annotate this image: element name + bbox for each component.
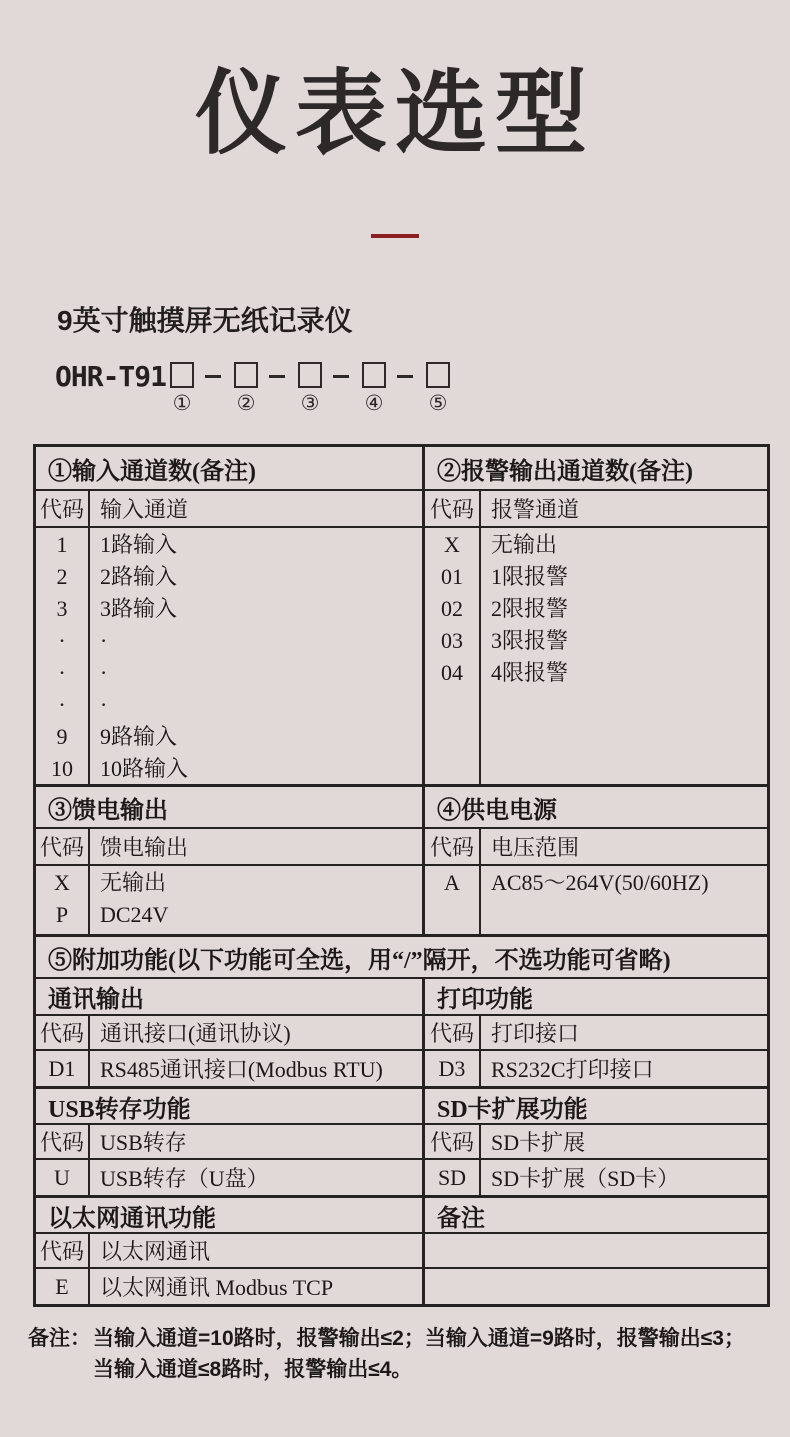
ethernet-value-row <box>36 1267 767 1304</box>
input-alarm-subheader-row <box>36 489 767 526</box>
input-values-column <box>90 528 422 784</box>
sd-row-value: SD卡扩展（SD卡） <box>491 1166 680 1191</box>
model-slot-5 <box>424 362 452 414</box>
feed-power-subheader-row <box>36 827 767 864</box>
alarm-codes-column <box>425 528 481 784</box>
model-slot-box-5 <box>426 362 450 388</box>
feed-code-label: 代码 <box>36 829 90 864</box>
feed-codes-column <box>36 866 90 934</box>
ethernet-subheader-row <box>36 1232 767 1267</box>
usb-code-label: 代码 <box>36 1125 90 1158</box>
alarm-row-code: 01 <box>441 564 463 589</box>
model-slot-box-4 <box>362 362 386 388</box>
power-codes-column <box>425 866 481 934</box>
alarm-row-code: 02 <box>441 596 463 621</box>
comm-print-header-row <box>36 977 767 1014</box>
input-code-label: 代码 <box>36 491 90 526</box>
usb-value-label: USB转存 <box>100 1130 187 1155</box>
model-slot-3 <box>296 362 324 414</box>
sd-row-code: SD <box>425 1160 481 1195</box>
section-feed-header: ③馈电输出 <box>48 797 168 824</box>
input-row-value: · <box>100 660 108 685</box>
input-row-value: · <box>100 628 108 653</box>
alarm-row-value: 无输出 <box>491 532 558 557</box>
section-input-alarm-header-row <box>36 447 767 489</box>
usb-sd-value-row <box>36 1158 767 1195</box>
power-value-label: 电压范围 <box>491 835 580 860</box>
input-row-code: 3 <box>56 596 68 621</box>
comm-row-value: RS485通讯接口(Modbus RTU) <box>100 1057 383 1082</box>
accent-dash <box>371 234 419 238</box>
model-dash-2 <box>269 375 285 378</box>
input-row-code: · <box>58 660 66 685</box>
footnote-line-2: 当输入通道≤8路时，报警输出≤4。 <box>93 1358 413 1381</box>
alarm-row-value: 3限报警 <box>491 628 569 653</box>
usb-header: USB转存功能 <box>48 1096 191 1123</box>
input-row-code: · <box>58 692 66 717</box>
model-prefix: OHR-T91 <box>55 360 167 393</box>
ethernet-row-value: 以太网通讯 Modbus TCP <box>100 1275 334 1300</box>
comm-value-label: 通讯接口(通讯协议) <box>100 1021 291 1046</box>
selection-table <box>33 444 770 1307</box>
feed-row-value: 无输出 <box>100 870 167 895</box>
alarm-row-value: 2限报警 <box>491 596 569 621</box>
ethernet-header: 以太网通讯功能 <box>48 1205 216 1232</box>
usb-sd-subheader-row <box>36 1123 767 1158</box>
comm-code-label: 代码 <box>36 1016 90 1049</box>
model-slot-number-5: ⑤ <box>428 391 448 415</box>
comm-print-value-row <box>36 1049 767 1086</box>
feed-values-column <box>90 866 422 934</box>
ethernet-row-code: E <box>36 1269 90 1304</box>
alarm-code-label: 代码 <box>425 491 481 526</box>
alarm-row-code: 04 <box>441 660 463 685</box>
sd-value-label: SD卡扩展 <box>491 1130 586 1155</box>
section-feed-power-header-row <box>36 784 767 827</box>
input-row-code: 1 <box>56 532 68 557</box>
model-dash-3 <box>333 375 349 378</box>
input-codes-column <box>36 528 90 784</box>
product-subtitle: 9英寸触摸屏无纸记录仪 <box>57 305 353 336</box>
section-alarm-header: ②报警输出通道数(备注) <box>437 458 693 485</box>
print-code-label: 代码 <box>425 1016 481 1049</box>
ethernet-remark-header-row <box>36 1195 767 1232</box>
sd-code-label: 代码 <box>425 1125 481 1158</box>
comm-print-subheader-row <box>36 1014 767 1049</box>
comm-header: 通讯输出 <box>48 987 144 1013</box>
input-row-value: 9路输入 <box>100 724 178 749</box>
usb-row-code: U <box>36 1160 90 1195</box>
input-row-value: 2路输入 <box>100 564 178 589</box>
input-alarm-body-row <box>36 526 767 784</box>
footnote-label: 备注： <box>28 1327 91 1350</box>
remark-empty-cell <box>425 1269 767 1304</box>
input-row-code: 2 <box>56 564 68 589</box>
model-slot-2 <box>232 362 260 414</box>
print-row-code: D3 <box>425 1051 481 1086</box>
remark-empty-cell <box>425 1234 767 1267</box>
model-dash-4 <box>397 375 413 378</box>
alarm-row-code: 03 <box>441 628 463 653</box>
power-row-code: A <box>444 870 460 895</box>
input-row-value: 3路输入 <box>100 596 178 621</box>
input-row-value: 1路输入 <box>100 532 178 557</box>
feed-value-label: 馈电输出 <box>100 835 189 860</box>
footnote-line-1: 当输入通道=10路时，报警输出≤2；当输入通道=9路时，报警输出≤3； <box>93 1327 745 1350</box>
sd-header: SD卡扩展功能 <box>437 1096 588 1123</box>
model-slot-box-1 <box>170 362 194 388</box>
feed-row-code: X <box>54 870 70 895</box>
model-slot-4 <box>360 362 388 414</box>
input-row-value: · <box>100 692 108 717</box>
section-extra-header-row <box>36 934 767 977</box>
input-value-label: 输入通道 <box>100 497 189 522</box>
comm-row-code: D1 <box>36 1051 90 1086</box>
model-code-line <box>55 362 790 414</box>
section-input-header: ①输入通道数(备注) <box>48 458 256 485</box>
ethernet-value-label: 以太网通讯 <box>100 1239 211 1264</box>
model-slot-box-2 <box>234 362 258 388</box>
model-slot-number-2: ② <box>236 391 256 415</box>
power-row-value: AC85～264V(50/60HZ) <box>491 870 709 895</box>
footnote-lines <box>93 1323 790 1385</box>
model-slot-number-4: ④ <box>364 391 384 415</box>
usb-row-value: USB转存（U盘） <box>100 1166 269 1191</box>
remark-header: 备注 <box>437 1205 485 1232</box>
alarm-row-value: 4限报警 <box>491 660 569 685</box>
alarm-value-label: 报警通道 <box>491 497 580 522</box>
section-extra-header: ⑤附加功能(以下功能可全选，用“/”隔开，不选功能可省略) <box>48 947 671 974</box>
print-header: 打印功能 <box>437 987 533 1013</box>
model-dash-1 <box>205 375 221 378</box>
input-row-code: 10 <box>51 756 73 781</box>
ethernet-code-label: 代码 <box>36 1234 90 1267</box>
print-value-label: 打印接口 <box>491 1021 580 1046</box>
feed-row-value: DC24V <box>100 902 169 927</box>
page-title: 仪表选型 <box>194 63 595 165</box>
alarm-values-column <box>481 528 767 784</box>
feed-power-body-row <box>36 864 767 934</box>
page <box>0 58 790 1437</box>
input-row-value: 10路输入 <box>100 756 189 781</box>
feed-row-code: P <box>55 902 69 927</box>
usb-sd-header-row <box>36 1086 767 1123</box>
alarm-row-code: X <box>444 532 460 557</box>
footnote <box>28 1323 790 1385</box>
print-row-value: RS232C打印接口 <box>491 1057 654 1082</box>
alarm-row-value: 1限报警 <box>491 564 569 589</box>
input-row-code: · <box>58 628 66 653</box>
model-slot-number-3: ③ <box>300 391 320 415</box>
model-slot-box-3 <box>298 362 322 388</box>
model-slot-1 <box>168 362 196 414</box>
input-row-code: 9 <box>56 724 68 749</box>
power-code-label: 代码 <box>425 829 481 864</box>
section-power-header: ④供电电源 <box>437 797 557 824</box>
model-slot-number-1: ① <box>172 391 192 415</box>
power-values-column <box>481 866 767 934</box>
